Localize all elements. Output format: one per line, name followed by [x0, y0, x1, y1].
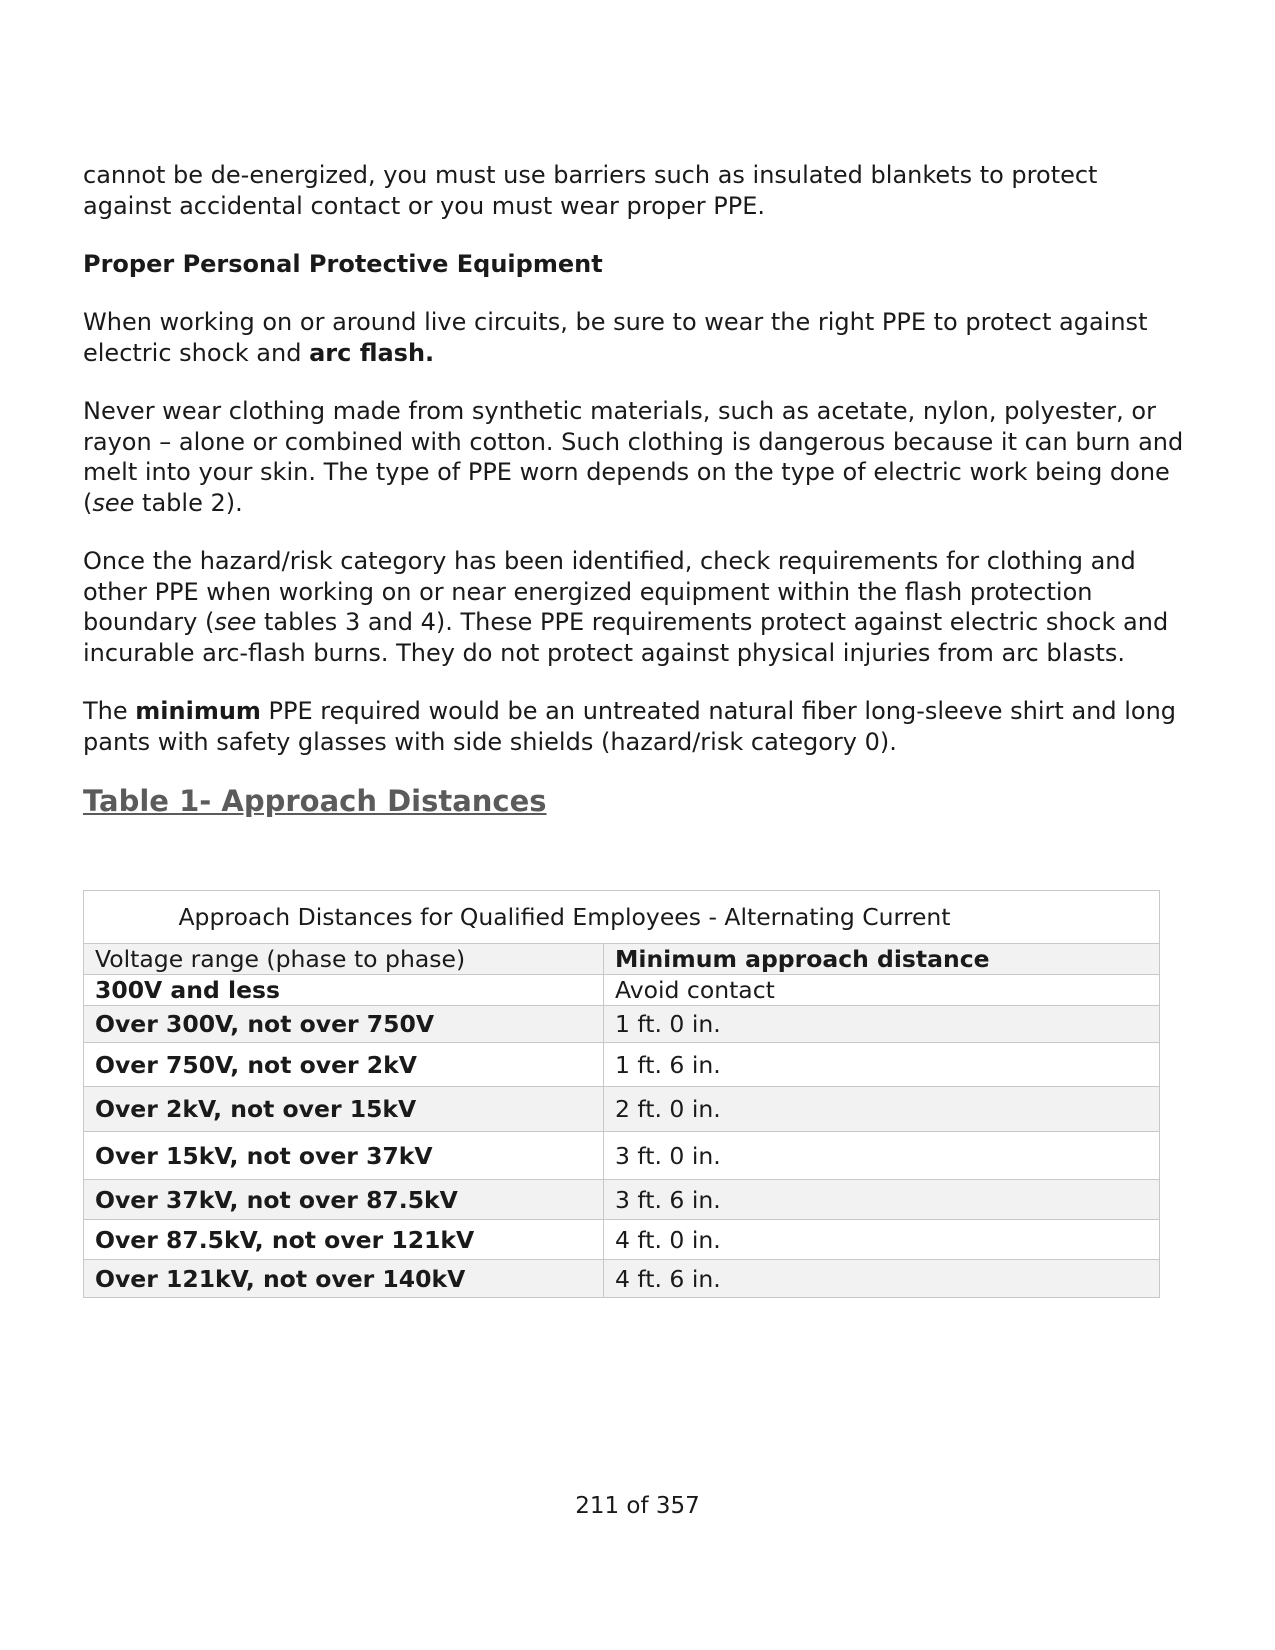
page-number: 211 of 357	[575, 1493, 700, 1519]
table-row	[84, 1180, 1160, 1220]
voltage-cell: Over 750V, not over 2kV	[84, 1043, 604, 1087]
table-caption	[84, 891, 1160, 944]
distance-cell: 4 ft. 6 in.	[604, 1260, 1160, 1298]
header-voltage-range: Voltage range (phase to phase)	[84, 944, 604, 975]
distance-cell: 1 ft. 0 in.	[604, 1006, 1160, 1043]
table-row	[84, 1043, 1160, 1087]
text: table 2).	[134, 488, 243, 517]
distance-cell: 4 ft. 0 in.	[604, 1220, 1160, 1260]
voltage-cell: 300V and less	[84, 975, 604, 1006]
table-row	[84, 1132, 1160, 1180]
text: When working on or around live circuits, be sure to wear the right PPE to protect against electric shock and	[83, 308, 1148, 367]
voltage-cell: Over 2kV, not over 15kV	[84, 1087, 604, 1132]
voltage-cell: Over 87.5kV, not over 121kV	[84, 1220, 604, 1260]
text: PPE required would be an untreated natural fiber long-sleeve shirt and long pants with safety glasses with side shields (hazard/risk category 0).	[83, 697, 1177, 756]
approach-distances-table	[83, 890, 1160, 1298]
text: The	[83, 697, 136, 725]
table-row	[84, 1260, 1160, 1298]
text: tables 3 and 4). These PPE requirements protect against electric shock and incurable arc-flash burns. They do not protect against physical injuries from arc blasts.	[83, 608, 1169, 667]
table-row	[84, 1220, 1160, 1260]
voltage-cell: Over 121kV, not over 140kV	[84, 1260, 604, 1298]
table-caption-text: Approach Distances for Qualified Employees - Alternating Current	[178, 903, 951, 931]
table-row	[84, 1006, 1160, 1043]
table-caption-row	[84, 891, 1160, 944]
header-min-approach-distance: Minimum approach distance	[604, 944, 1160, 975]
voltage-cell: Over 37kV, not over 87.5kV	[84, 1180, 604, 1220]
paragraph-live-circuits	[83, 307, 1193, 368]
distance-cell: 1 ft. 6 in.	[604, 1043, 1160, 1087]
paragraph-synthetic-clothing	[83, 396, 1193, 518]
distance-cell: Avoid contact	[604, 975, 1160, 1006]
table-row	[84, 975, 1160, 1006]
text: Never wear clothing made from synthetic materials, such as acetate, nylon, polyester, or rayon – alone or combined with cotton. Such clothing is dangerous because it can burn and melt into your skin. The type of PPE worn depends on the type of electric work being done (	[83, 397, 1184, 517]
text: Once the hazard/risk category has been identified, check requirements for clothing and other PPE when working on or near energized equipment within the flash protection boundary (	[83, 547, 1136, 636]
voltage-cell: Over 300V, not over 750V	[84, 1006, 604, 1043]
paragraph-intro: cannot be de-energized, you must use barriers such as insulated blankets to protect against accidental contact or you must wear proper PPE.	[83, 161, 1098, 220]
voltage-cell: Over 15kV, not over 37kV	[84, 1132, 604, 1180]
italic-text: see	[214, 608, 257, 636]
distance-cell: 3 ft. 6 in.	[604, 1180, 1160, 1220]
table-header-row	[84, 944, 1160, 975]
table-title: Table 1- Approach Distances	[83, 784, 547, 818]
body-text	[83, 160, 1193, 819]
bold-text: arc flash.	[309, 338, 435, 367]
section-heading: Proper Personal Protective Equipment	[83, 250, 603, 278]
table-row	[84, 1087, 1160, 1132]
paragraph-hazard-category	[83, 546, 1193, 668]
italic-text: see	[92, 488, 135, 517]
distance-cell: 2 ft. 0 in.	[604, 1087, 1160, 1132]
bold-text: minimum	[135, 697, 261, 725]
paragraph-minimum-ppe	[83, 696, 1193, 757]
distance-cell: 3 ft. 0 in.	[604, 1132, 1160, 1180]
